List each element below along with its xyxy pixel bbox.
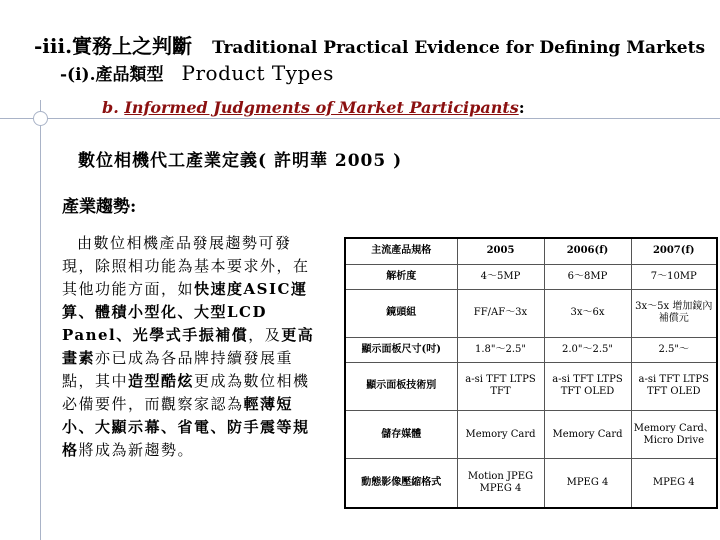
trend-text-3: 亦已成為各品牌持續發展重點，其中: [62, 349, 294, 390]
table-cell: a-si TFT LTPS TFT OLED: [544, 362, 631, 410]
table-cell: 3x～5x 增加鏡內補償元: [631, 289, 717, 337]
table-row: [345, 459, 717, 508]
table-row: [345, 289, 717, 337]
table-cell: MPEG 4: [544, 459, 631, 508]
row-label-cell: 顯示面板技術別: [345, 362, 457, 410]
trend-text-2: ，及: [248, 326, 282, 344]
table-cell: MPEG 4: [631, 459, 717, 508]
subtitle-english: Product Types: [181, 61, 334, 85]
slide-title: [34, 30, 705, 59]
table-cell: 3x～6x: [544, 289, 631, 337]
table-cell: 2.5"～: [631, 337, 717, 362]
spec-table: [344, 237, 718, 509]
trend-bold-1: 快速度ASIC運算、體積小型化、大型LCD Panel、光學式手振補償: [62, 280, 308, 344]
trend-paragraph: [62, 232, 318, 462]
section-subheading: [102, 98, 525, 117]
table-row: [345, 362, 717, 410]
decorative-circle: [33, 111, 48, 126]
table-cell: 2.0"～2.5": [544, 337, 631, 362]
title-chinese: -iii.實務上之判斷: [34, 34, 193, 58]
table-cell: 7～10MP: [631, 264, 717, 289]
row-label-cell: 鏡頭組: [345, 289, 457, 337]
row-label-cell: 顯示面板尺寸(吋): [345, 337, 457, 362]
table-cell: Memory Card: [457, 411, 544, 459]
subheading-suffix: :: [518, 98, 525, 117]
row-label-cell: 動態影像壓縮格式: [345, 459, 457, 508]
table-header-cell: 2007(f): [631, 238, 717, 264]
table-row: [345, 411, 717, 459]
trend-label: 產業趨勢:: [62, 197, 137, 217]
table-cell: Memory Card: [544, 411, 631, 459]
table-cell: 6～8MP: [544, 264, 631, 289]
trend-bold-3: 造型酷炫: [128, 372, 195, 390]
table-cell: FF/AF～3x: [457, 289, 544, 337]
table-row: [345, 337, 717, 362]
table-cell: 4～5MP: [457, 264, 544, 289]
table-cell: 1.8"～2.5": [457, 337, 544, 362]
subheading-prefix: b.: [102, 98, 125, 117]
definition-line: 數位相機代工產業定義( 許明華 2005 ): [78, 151, 403, 171]
trend-bold-4: 輕薄短小、大顯示幕、省電、防手震等規格: [62, 395, 310, 459]
trend-text-1: 由數位相機產品發展趨勢可發現，除照相功能為基本要求外，在其他功能方面，如: [62, 234, 310, 298]
subtitle-chinese: -(i).產品類型: [60, 65, 164, 85]
slide-subtitle: [60, 60, 334, 85]
subheading-link[interactable]: Informed Judgments of Market Participants: [124, 98, 519, 117]
trend-text-4: 更成為數位相機必備要件，而觀察家認為: [62, 372, 310, 413]
trend-text-5: 將成為新趨勢。: [78, 441, 195, 459]
table-cell: Motion JPEG MPEG 4: [457, 459, 544, 508]
decorative-vertical-line: [40, 100, 41, 540]
table-header-row: [345, 238, 717, 264]
table-cell: a-si TFT LTPS TFT: [457, 362, 544, 410]
table-cell: Memory Card、Micro Drive: [631, 411, 717, 459]
table-header-cell: 2006(f): [544, 238, 631, 264]
table-header-cell: 2005: [457, 238, 544, 264]
row-label-cell: 儲存媒體: [345, 411, 457, 459]
table-row: [345, 264, 717, 289]
decorative-horizontal-line: [0, 118, 720, 119]
trend-bold-2: 更高畫素: [62, 326, 315, 367]
table-header-cell: 主流產品規格: [345, 238, 457, 264]
title-english-rest: for Defining Markets: [499, 38, 706, 58]
row-label-cell: 解析度: [345, 264, 457, 289]
title-english-emphasis: Traditional Practical Evidence: [212, 38, 500, 58]
table-cell: a-si TFT LTPS TFT OLED: [631, 362, 717, 410]
